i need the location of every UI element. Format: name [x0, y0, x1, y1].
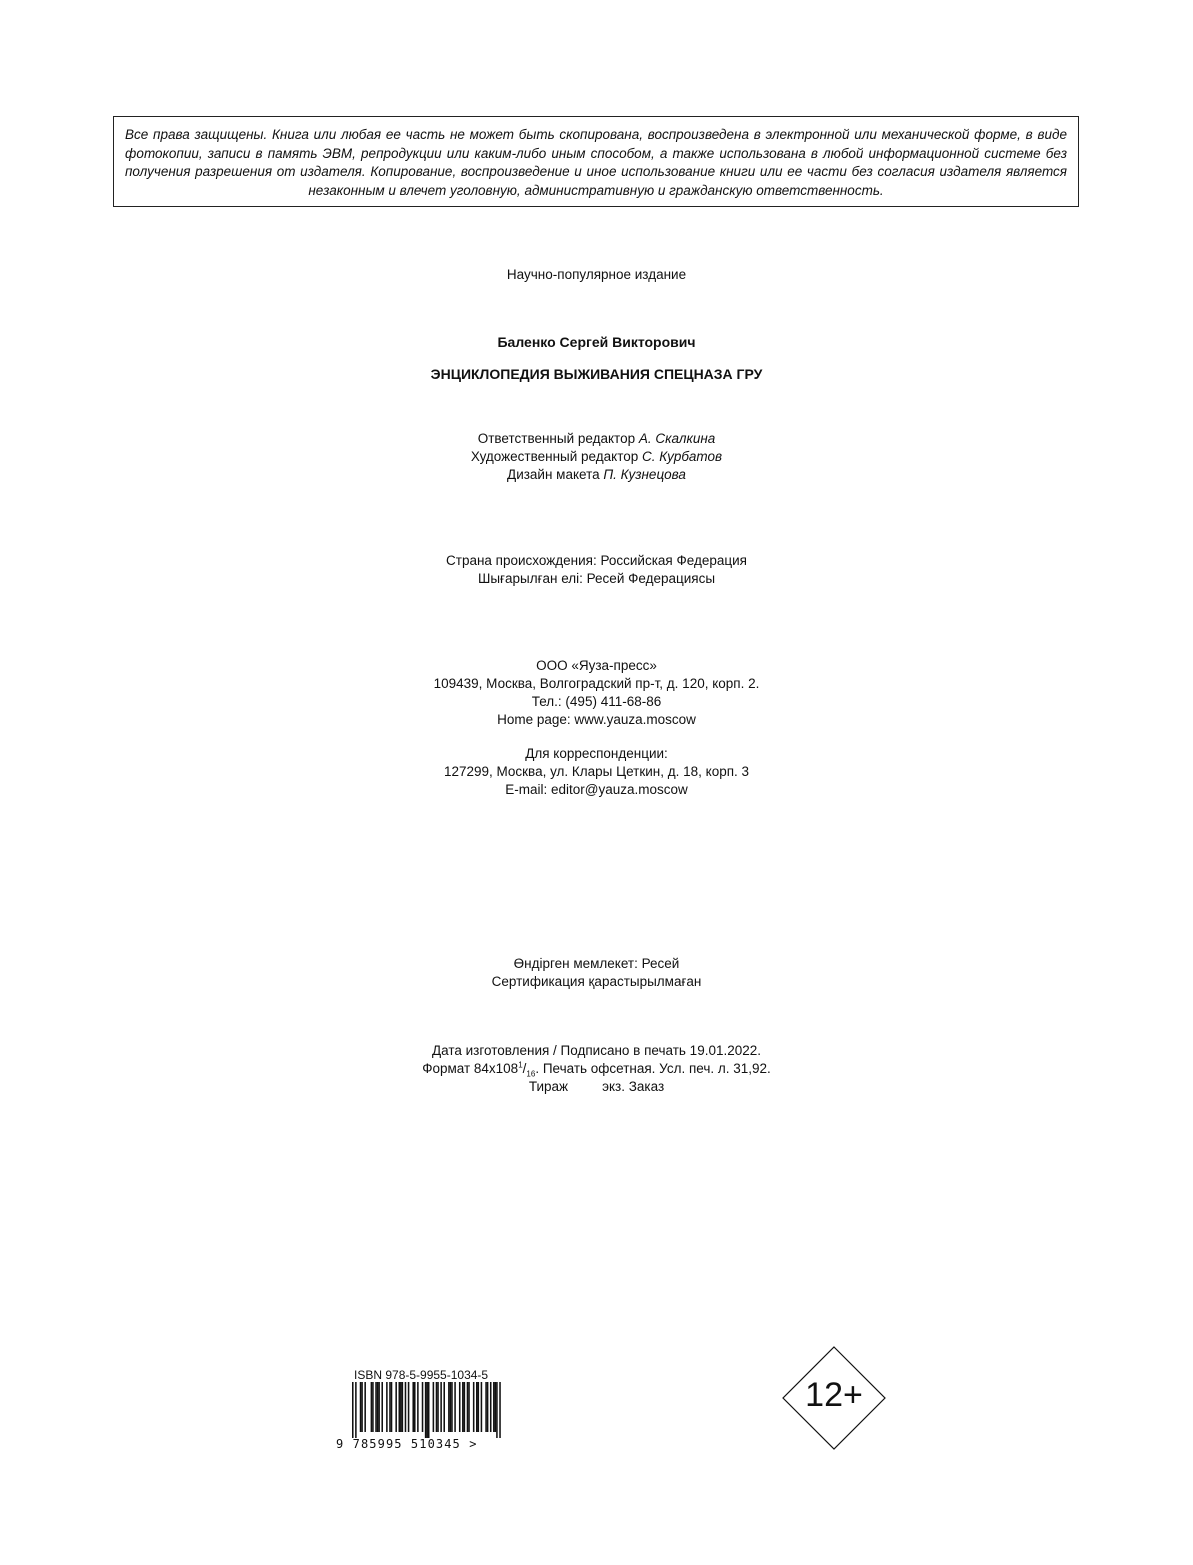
barcode-bar	[473, 1382, 475, 1432]
credits-block	[0, 430, 1193, 484]
barcode-bar	[462, 1382, 464, 1432]
barcode-bar	[402, 1382, 404, 1432]
barcode-bar	[378, 1382, 380, 1432]
credit-role: Дизайн макета	[507, 467, 600, 482]
copies-label: экз. Заказ	[602, 1079, 665, 1094]
barcode-bar	[487, 1382, 489, 1432]
barcode-bar	[499, 1382, 501, 1438]
barcode-bar	[417, 1382, 419, 1432]
publisher-address: 109439, Москва, Волгоградский пр-т, д. 120, корп. 2.	[433, 676, 760, 691]
barcode-bar	[381, 1382, 383, 1432]
barcode-bar	[467, 1382, 469, 1432]
origin-block	[0, 552, 1193, 588]
format-numerator: 1	[518, 1060, 523, 1070]
correspondence-email: E-mail: editor@yauza.moscow	[505, 782, 688, 797]
book-title	[0, 365, 1193, 383]
correspondence-block	[0, 745, 1193, 799]
credit-role: Художественный редактор	[470, 449, 639, 464]
kz-info-block	[0, 955, 1193, 991]
barcode-bar	[454, 1382, 456, 1432]
barcode-bar	[377, 1382, 379, 1432]
barcode-bar	[375, 1382, 377, 1432]
barcode-bar	[443, 1382, 445, 1432]
format-prefix: Формат 84x108	[422, 1061, 519, 1076]
barcode-bar	[405, 1382, 407, 1432]
barcode-bar	[450, 1382, 452, 1432]
publisher-name: ООО «Яуза-пресс»	[536, 658, 657, 673]
barcode-bar	[440, 1382, 442, 1432]
barcode-bar	[364, 1382, 366, 1432]
barcode-bar	[428, 1382, 430, 1438]
barcode-bar	[386, 1382, 388, 1432]
barcode-bar	[433, 1382, 435, 1432]
format-slash: /	[522, 1061, 527, 1076]
kz-producer: Өндірген мемлекет: Ресей	[513, 956, 680, 971]
barcode-bar	[399, 1382, 401, 1432]
barcode-bar	[426, 1382, 428, 1438]
credit-line-layout	[0, 466, 1193, 484]
edition-type	[0, 266, 1193, 284]
barcode-bar	[408, 1382, 410, 1432]
barcode-bar	[478, 1382, 480, 1432]
origin-ru: Страна происхождения: Российская Федерация	[446, 553, 747, 568]
format-denominator: 16	[526, 1069, 536, 1079]
print-run-line	[0, 1078, 1193, 1096]
edition-type-text: Научно-популярное издание	[506, 267, 687, 282]
barcode-bar	[414, 1382, 416, 1432]
barcode-bar	[391, 1382, 393, 1432]
barcode-bar	[437, 1382, 439, 1432]
print-date: Дата изготовления / Подписано в печать 19.01.2022.	[432, 1043, 761, 1058]
barcode-bar	[400, 1382, 402, 1432]
barcode-bar	[389, 1382, 391, 1432]
barcode-bar	[493, 1382, 495, 1432]
isbn-label: ISBN 978-5-9955-1034-5	[354, 1368, 489, 1382]
barcode-bar	[360, 1382, 362, 1432]
author-name	[0, 333, 1193, 351]
kz-certification: Сертификация қарастырылмаған	[491, 974, 702, 989]
print-format	[0, 1060, 1193, 1078]
barcode-bar	[412, 1382, 414, 1432]
barcode-bar	[485, 1382, 487, 1432]
barcode-bar	[476, 1382, 478, 1432]
credit-line-art-editor	[0, 448, 1193, 466]
barcode-bar	[496, 1382, 498, 1438]
credit-name: П. Кузнецова	[603, 467, 686, 482]
isbn-barcode	[336, 1382, 506, 1438]
run-label: Тираж	[528, 1079, 569, 1094]
barcode-bar	[372, 1382, 374, 1432]
origin-kz: Шығарылған елі: Ресей Федерациясы	[477, 571, 716, 586]
print-info-block	[0, 1042, 1193, 1096]
barcode-bar	[436, 1382, 438, 1432]
correspondence-label: Для корреспонденции:	[525, 746, 668, 761]
barcode-digits: 9 785995 510345 >	[336, 1437, 478, 1451]
barcode-bar	[464, 1382, 466, 1432]
barcode-bar	[448, 1382, 450, 1432]
credit-name: С. Курбатов	[642, 449, 723, 464]
barcode-bar	[395, 1382, 397, 1432]
barcode-bar	[490, 1382, 492, 1432]
barcode-bar	[481, 1382, 483, 1432]
barcode-bar	[352, 1382, 354, 1438]
barcode-bar	[361, 1382, 363, 1432]
barcode-bar	[459, 1382, 461, 1432]
credit-name: А. Скалкина	[638, 431, 716, 446]
age-rating-label: 12+	[805, 1376, 863, 1414]
barcode-bar	[451, 1382, 453, 1432]
barcode-bar	[371, 1382, 373, 1432]
barcode-bar	[355, 1382, 357, 1438]
publisher-homepage: Home page: www.yauza.moscow	[497, 712, 696, 727]
barcode-bar	[495, 1382, 497, 1432]
rights-notice-box	[113, 116, 1079, 207]
correspondence-address: 127299, Москва, ул. Клары Цеткин, д. 18, корп. 3	[443, 764, 750, 779]
rights-notice-text: Все права защищены. Книга или любая ее часть не может быть скопирована, воспроизведена в электронной или механической форме, в виде фотокопии, записи в память ЭВМ, репродукции или каким-либо иным способом, а также использована в любой информационной системе без получения разрешения от издателя. Копирование, воспроизведение и иное использование книги или ее части без согласия издателя является незаконным и влечет уголовную, административную и гражданскую ответственность.	[125, 127, 1067, 198]
credit-line-editor	[0, 430, 1193, 448]
author-name-text: Баленко Сергей Викторович	[497, 334, 696, 350]
publisher-phone: Тел.: (495) 411-68-86	[531, 694, 662, 709]
barcode-bar	[425, 1382, 427, 1438]
barcode-bar	[422, 1382, 424, 1432]
book-title-text: ЭНЦИКЛОПЕДИЯ ВЫЖИВАНИЯ СПЕЦНАЗА ГРУ	[430, 366, 763, 382]
publisher-block	[0, 657, 1193, 729]
credit-role: Ответственный редактор	[477, 431, 636, 446]
format-suffix: . Печать офсетная. Усл. печ. л. 31,92.	[535, 1061, 771, 1076]
barcode-bar	[468, 1382, 470, 1432]
